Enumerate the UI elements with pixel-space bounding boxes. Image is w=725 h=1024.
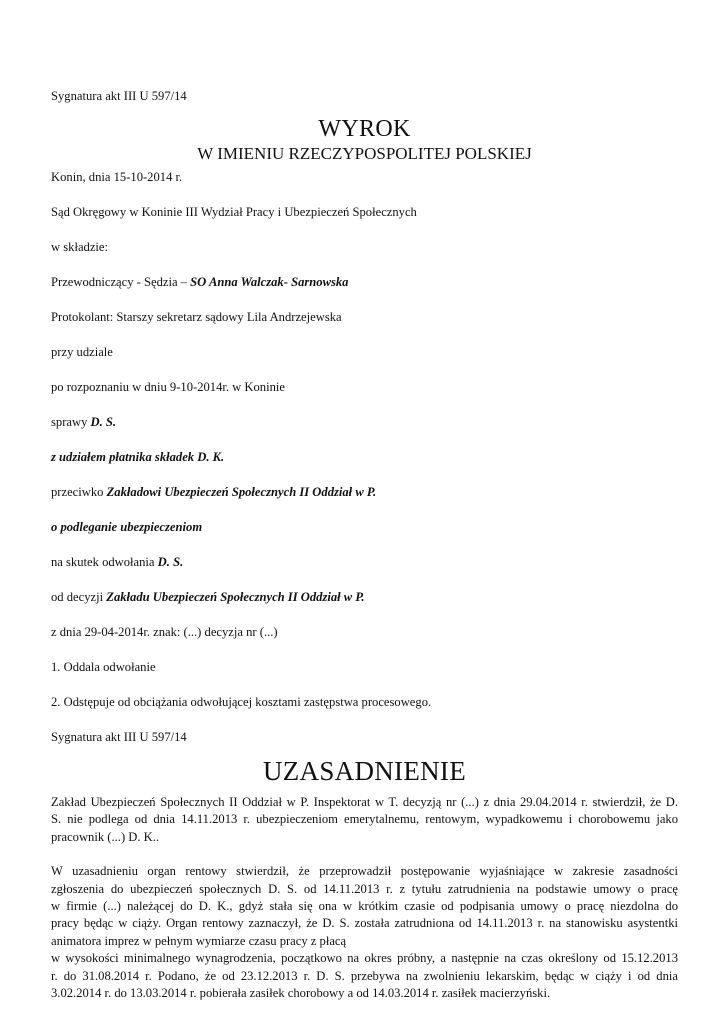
presiding-judge bbox=[51, 274, 678, 291]
justification-paragraph-1 bbox=[51, 794, 678, 846]
paragraph-line: w wysokości minimalnego wynagrodzenia, początkowo na okres próbny, a następnie na czas określony od 15.12.2013 bbox=[51, 951, 678, 966]
document-page bbox=[51, 88, 678, 1002]
participation-label: przy udziale bbox=[51, 345, 113, 359]
court-clerk: Protokolant: Starszy sekretarz sądowy Lila Andrzejewska bbox=[51, 310, 342, 324]
justification-title: UZASADNIENIE bbox=[262, 756, 467, 786]
decision-date: z dnia 29-04-2014r. znak: (...) decyzja nr (...) bbox=[51, 625, 278, 639]
case-party-name: D. S. bbox=[90, 415, 117, 429]
paragraph-line: pracy będąc w ciąży. Organ rentowy zaznaczył, że D. S. została zatrudniona od 14.11.2013 r. na stanowisku asystentki bbox=[51, 916, 678, 931]
justification-paragraph-2 bbox=[51, 863, 678, 1002]
paragraph-line: S. nie podlega od dnia 14.11.2013 r. ubezpieczeniom emerytalnemu, rentowym, wypadkowemu i chorobowemu jako bbox=[51, 812, 678, 827]
verdict-subtitle: W IMIENIU RZECZYPOSPOLITEJ POLSKIEJ bbox=[197, 144, 532, 163]
case-subject: o podleganie ubezpieczeniom bbox=[51, 520, 203, 534]
hearing-info: po rozpoznaniu w dniu 9-10-2014r. w Koninie bbox=[51, 380, 285, 394]
paragraph-line: pracownik (...) D. K.. bbox=[51, 829, 160, 844]
case-signature-top: Sygnatura akt III U 597/14 bbox=[51, 89, 187, 103]
against-party-name: Zakładowi Ubezpieczeń Społecznych II Oddział w P. bbox=[106, 485, 377, 499]
against-party bbox=[51, 484, 678, 501]
verdict-title: WYROK bbox=[318, 116, 411, 142]
contribution-payer: z udziałem płatnika składek D. K. bbox=[51, 450, 225, 464]
appeal-party-name: D. S. bbox=[157, 555, 184, 569]
paragraph-line: w firmie (...) należącej do D. K., gdyż stała się ona w krótkim czasie od podpisania umowy o pracę niezdolna do bbox=[51, 899, 678, 914]
case-party bbox=[51, 414, 678, 431]
appeal-prefix: na skutek odwołania bbox=[51, 555, 158, 569]
paragraph-line: 3.02.2014 r. do 13.03.2014 r. pobierała zasiłek chorobowy a od 14.03.2014 r. zasiłek macierzyński. bbox=[51, 986, 551, 1001]
judge-name: SO Anna Walczak- Sarnowska bbox=[190, 275, 349, 289]
paragraph-line: r. do 31.08.2014 r. Podano, że od 23.12.2013 r. D. S. przebywa na zwolnieniu lekarskim, będąc w ciąży i od dnia bbox=[51, 968, 678, 983]
case-prefix: sprawy bbox=[51, 415, 91, 429]
against-prefix: przeciwko bbox=[51, 485, 107, 499]
appeal-info bbox=[51, 554, 678, 571]
paragraph-line: zgłoszenia do ubezpieczeń społecznych D. S. od 14.11.2013 r. z tytułu zatrudnienia na podstawie umowy o pracę bbox=[51, 881, 678, 896]
decision-prefix: od decyzji bbox=[51, 590, 107, 604]
decision-party-name: Zakładu Ubezpieczeń Społecznych II Oddział w P. bbox=[106, 590, 365, 604]
case-signature-bottom: Sygnatura akt III U 597/14 bbox=[51, 730, 187, 744]
paragraph-line: W uzasadnieniu organ rentowy stwierdził, że przeprowadził postępowanie wyjaśniające w zakresie zasadności bbox=[51, 864, 678, 879]
court-name: Sąd Okręgowy w Koninie III Wydział Pracy i Ubezpieczeń Społecznych bbox=[51, 205, 417, 219]
ruling-item-1: 1. Oddala odwołanie bbox=[51, 660, 156, 674]
ruling-item-2: 2. Odstępuje od obciążania odwołującej kosztami zastępstwa procesowego. bbox=[51, 695, 432, 709]
composition-label: w składzie: bbox=[51, 240, 109, 254]
decision-info bbox=[51, 589, 678, 606]
judge-prefix: Przewodniczący - Sędzia – bbox=[51, 275, 191, 289]
place-date: Konin, dnia 15-10-2014 r. bbox=[51, 170, 183, 184]
paragraph-line: animatora imprez w pełnym wymiarze czasu pracy z płacą bbox=[51, 933, 347, 948]
paragraph-line: Zakład Ubezpieczeń Społecznych II Oddział w P. Inspektorat w T. decyzją nr (...) z dnia 29.04.2014 r. stwierdził, że D. bbox=[51, 795, 678, 809]
